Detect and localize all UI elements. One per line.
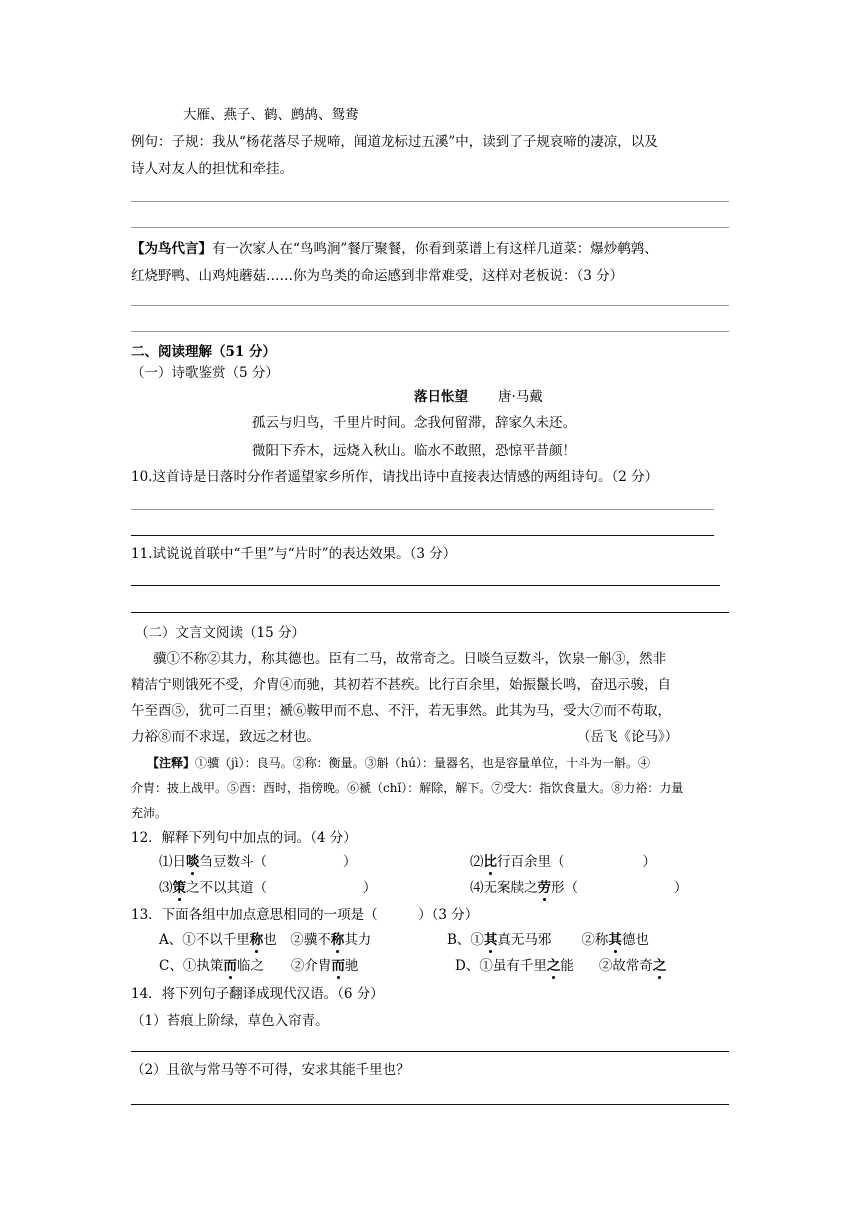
q12-item-4: ⑷无案牍之劳形（ ） xyxy=(470,880,688,896)
section-2-title: 二、阅读理解（51 分） xyxy=(131,344,276,360)
bird-speak-line-2: 红烧野鸭、山鸡炖蘑菇……你为鸟类的命运感到非常难受，这样对老板说：（3 分） xyxy=(131,268,624,284)
poem-title: 落日怅望 xyxy=(414,389,468,405)
example-line-2: 诗人对友人的担忧和牵挂。 xyxy=(131,161,293,177)
notes-heading: 【注释】 xyxy=(147,756,196,770)
bird-speak-heading: 【为鸟代言】 xyxy=(131,241,212,257)
poem-heading xyxy=(414,388,543,406)
question-12: 12．解释下列句中加点的词。（4 分） xyxy=(131,830,357,846)
answer-line xyxy=(131,535,714,536)
q12-item-2: ⑵比行百余里（ ） xyxy=(470,854,656,870)
q13-option-a: A、①不以千里称也 ②骥不称其力 xyxy=(159,932,372,948)
answer-line xyxy=(131,509,714,510)
bird-speak-line-1 xyxy=(131,240,658,258)
bird-speak-text-1: 有一次家人在“鸟鸣涧”餐厅聚餐，你看到菜谱上有这样几道菜：爆炒鹌鹑、 xyxy=(212,241,658,257)
q13-option-b: B、①其真无马邪 ②称其德也 xyxy=(447,932,649,948)
notes-line-2: 介胄：披上战甲。⑤酉：酉时，指傍晚。⑥褫（chǐ）：解除，解下。⑦受大：指饮食量大。⑧力裕：力量 xyxy=(131,781,684,795)
answer-line xyxy=(131,1104,729,1105)
example-line-1: 例句：子规：我从“杨花落尽子规啼，闻道龙标过五溪”中，读到了子规哀啼的凄凉，以及 xyxy=(131,134,658,150)
q14-sentence-1: （1）苔痕上阶绿，草色入帘青。 xyxy=(131,1013,329,1029)
question-14: 14．将下列句子翻译成现代汉语。（6 分） xyxy=(131,986,384,1002)
passage-line-3: 午至酉⑤，犹可二百里；褫⑥鞍甲而不息、不汗，若无事然。此其为马，受大⑦而不苟取， xyxy=(131,703,671,719)
passage-line-4: 力裕⑧而不求逞，致远之材也。 xyxy=(131,729,320,745)
question-13: 13．下面各组中加点意思相同的一项是（ ）（3 分） xyxy=(131,907,479,923)
answer-line xyxy=(131,585,720,586)
q12-item-1: ⑴日啖刍豆数斗（ ） xyxy=(159,854,357,870)
passage-line-1: 骥①不称②其力，称其德也。臣有二马，故常奇之。日啖刍豆数斗，饮泉一斛③，然非 xyxy=(153,651,666,667)
notes-line-3: 充沛。 xyxy=(131,806,168,820)
passage-source: （岳飞《论马》） xyxy=(577,729,679,745)
question-10: 10.这首诗是日落时分作者遥望家乡所作，请找出诗中直接表达情感的两组诗句。（2 分） xyxy=(131,469,659,485)
passage-line-2: 精洁宁则饿死不受，介胄④而驰，其初若不甚疾。比行百余里，始振鬣长鸣，奋迅示骏，自 xyxy=(131,677,671,693)
question-11: 11.试说说首联中“千里”与“片时”的表达效果。（3 分） xyxy=(131,546,457,562)
q12-item-3: ⑶策之不以其道（ ） xyxy=(159,880,377,896)
part-2-heading: （二）文言文阅读（15 分） xyxy=(135,625,305,641)
poem-line-1: 孤云与归鸟，千里片时间。念我何留滞，辞家久未还。 xyxy=(252,415,576,431)
answer-line xyxy=(131,612,729,613)
notes-text-1: ①骥（jì）：良马。②称：衡量。③斛（hú）：量器名，也是容量单位，十斗为一斛。④ xyxy=(195,756,651,770)
poem-line-2: 微阳下乔木，远烧入秋山。临水不敢照，恐惊平昔颜！ xyxy=(252,443,576,459)
answer-line xyxy=(131,331,729,332)
birds-list: 大雁、燕子、鹤、鹧鸪、鸳鸯 xyxy=(183,107,359,123)
answer-line xyxy=(131,305,729,306)
q13-option-c: C、①执策而临之 ②介胄而驰 xyxy=(159,958,359,974)
notes-line-1 xyxy=(147,754,650,772)
answer-line xyxy=(131,227,729,228)
answer-line xyxy=(131,1051,729,1052)
answer-line xyxy=(131,201,729,202)
poem-author: 唐·马戴 xyxy=(498,389,543,405)
q13-option-d: D、①虽有千里之能 ②故常奇之 xyxy=(455,958,667,974)
part-1-heading: （一）诗歌鉴赏（5 分） xyxy=(131,365,279,381)
q14-sentence-2: （2）且欲与常马等不可得，安求其能千里也？ xyxy=(131,1062,410,1078)
